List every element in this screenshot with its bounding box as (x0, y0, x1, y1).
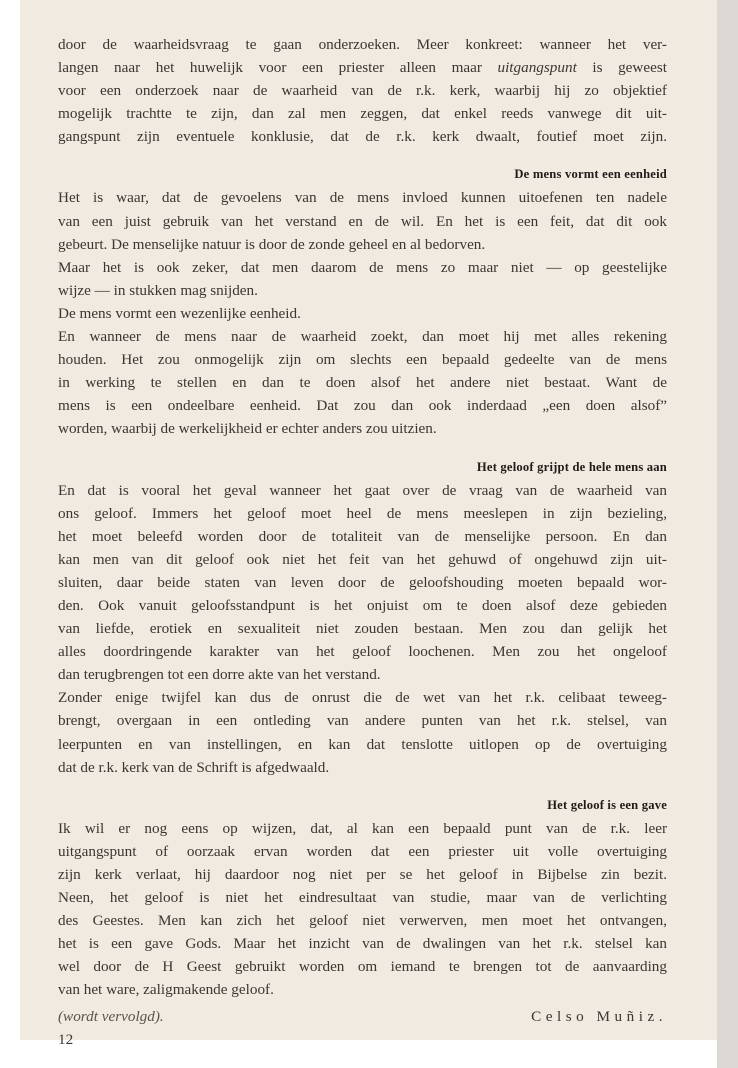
continued-note: (wordt vervolgd). (58, 1008, 164, 1026)
text-line: houden. Het zou onmogelijk zijn om slechts een bepaald gedeelte van de mens (58, 351, 667, 369)
text-line: dat de r.k. kerk van de Schrift is afgedwaald. (58, 758, 330, 776)
text-line: in werking te stellen en dan te doen alsof het andere niet bestaat. Want de (58, 374, 667, 392)
text-line: van liefde, erotiek en sexualiteit niet zouden bestaan. Men zou dan gelijk het (58, 620, 667, 638)
paragraph (58, 256, 667, 302)
text-line: het moet beleefd worden door de totaliteit van de menselijke persoon. En dan (58, 527, 667, 545)
text-line: kan men van dit geloof ook niet het feit van het gehuwd of ongehuwd zijn uit- (58, 550, 667, 568)
text-line: voor een onderzoek naar de waarheid van de r.k. kerk, waarbij hij zo objektief (58, 82, 667, 100)
paragraph (58, 302, 667, 325)
text-line: het is een gave Gods. Maar het inzicht van de dwalingen van het r.k. stelsel kan (58, 935, 667, 953)
text-line: van een juist gebruik van het verstand en de wil. En het is een feit, dat dit ook (58, 212, 667, 230)
paragraph (58, 686, 667, 778)
text-line: ons geloof. Immers het geloof moet heel de mens meeslepen in zijn bezieling, (58, 504, 667, 522)
article-footer (58, 1005, 667, 1029)
section-gap (58, 441, 667, 455)
page-number: 12 (58, 1031, 74, 1049)
section-gap (58, 148, 667, 162)
text-line: gangspunt zijn eventuele konklusie, dat de r.k. kerk dwaalt, foutief moet zijn. (58, 128, 667, 146)
text-line: door de waarheidsvraag te gaan onderzoeken. Meer konkreet: wanneer het ver- (58, 36, 667, 53)
text-line: uitgangspunt of oorzaak ervan worden dat een priester uit volle overtuiging (58, 842, 667, 860)
author-signature: Celso Muñiz. (531, 1008, 667, 1026)
text-line: zijn kerk verlaat, hij daardoor nog niet per se het geloof in Bijbelse zin bezit. (58, 865, 667, 883)
paragraph (58, 186, 667, 255)
text-line: Neen, het geloof is niet het eindresultaat van studie, maar van de verlichting (58, 889, 667, 906)
text-line: wijze — in stukken mag snijden. (58, 281, 258, 299)
text-line: Het is waar, dat de gevoelens van de mens invloed kunnen uitoefenen ten nadele (58, 189, 667, 207)
text-line: De mens vormt een wezenlijke eenheid. (58, 304, 301, 322)
article-body (58, 33, 667, 1051)
text-line: brengt, overgaan in een ontleding van andere punten van het r.k. stelsel, van (58, 712, 667, 730)
text-line: langen naar het huwelijk voor een priester alleen maar uitgangspunt is geweest (58, 59, 667, 77)
paragraph (58, 325, 667, 440)
section-heading: Het geloof grijpt de hele mens aan (476, 459, 667, 474)
text-line: alles doordringende karakter van het geloof loochenen. Men zou het ongeloof (58, 643, 667, 661)
article-blocks (58, 33, 667, 1001)
paragraph (58, 479, 667, 687)
text-line: En dat is vooral het geval wanneer het gaat over de vraag van de waarheid van (58, 481, 667, 499)
text-line: Maar het is ook zeker, dat men daarom de mens zo maar niet — op geestelijke (58, 258, 667, 276)
text-line: leerpunten en van instellingen, en kan dat tenslotte uitlopen op de overtuiging (58, 735, 667, 753)
text-line: van het ware, zaligmakende geloof. (58, 981, 274, 999)
section-gap (58, 779, 667, 793)
paragraph (58, 33, 667, 148)
text-line: Zonder enige twijfel kan dus de onrust die de wet van het r.k. celibaat teweeg- (58, 689, 667, 707)
text-line: mogelijk trachtte te zijn, dan zal men zeggen, dat enkel reeds vanwege dit uit- (58, 105, 667, 123)
scan-edge (717, 0, 738, 1068)
paragraph (58, 817, 667, 1002)
text-line: dan terugbrengen tot een dorre akte van het verstand. (58, 666, 381, 684)
section-heading: De mens vormt een eenheid (514, 167, 667, 182)
text-line: Ik wil er nog eens op wijzen, dat, al kan een bepaald punt van de r.k. leer (58, 819, 667, 837)
text-line: den. Ook vanuit geloofsstandpunt is het onjuist om te doen alsof deze gebieden (58, 596, 667, 614)
text-line: des Geestes. Men kan zich het geloof niet verwerven, men moet het ontvangen, (58, 912, 667, 930)
text-line: worden, waarbij de werkelijkheid er echter anders zou uitzien. (58, 420, 437, 438)
text-line: sluiten, daar beide staten van leven door de geloofshouding moeten bepaald wor- (58, 573, 667, 591)
text-line: En wanneer de mens naar de waarheid zoekt, dan moet hij met alles rekening (58, 328, 667, 346)
text-line: wel door de H Geest gebruikt worden om iemand te brengen tot de aanvaarding (58, 958, 667, 976)
text-line: mens is een ondeelbare eenheid. Dat zou dan ook inderdaad „een doen alsof” (58, 397, 667, 415)
section-heading: Het geloof is een gave (547, 797, 667, 812)
text-line: gebeurt. De menselijke natuur is door de zonde geheel en al bedorven. (58, 235, 486, 253)
